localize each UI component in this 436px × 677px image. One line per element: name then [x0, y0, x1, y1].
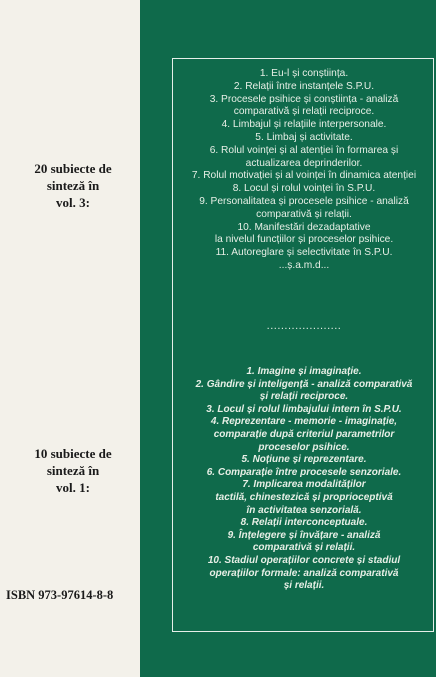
list-item: 1. Imagine și imaginație. — [246, 366, 362, 377]
list-item: 10. Stadiul operațiilor concrete și stadiul — [207, 554, 401, 566]
list-item: 1. Eu-l și conștiința. — [259, 68, 349, 79]
list-item: tactilă, chinestezică și proprioceptivă — [215, 491, 393, 503]
list-item: 6. Comparație între procesele senzoriale. — [206, 466, 402, 478]
list-item: 5. Limbaj și activitate. — [255, 131, 353, 143]
vol3-topics-list — [173, 68, 435, 273]
list-item: 7. Rolul motivației și al voinței în dinamica atenției — [191, 170, 417, 182]
list-item: 3. Procesele psihice și conștiința - analiză — [209, 93, 399, 105]
list-item: 6. Rolul voinței și al atenției în formarea și — [209, 144, 399, 156]
list-item: 4. Reprezentare - memorie - imaginație, — [210, 416, 398, 428]
list-item: comparativă și relații. — [256, 208, 352, 220]
vol1-topics-list — [173, 366, 435, 593]
vol1-label — [12, 445, 134, 496]
list-item: comparativă și relații reciproce. — [233, 106, 375, 118]
list-item: 7. Implicarea modalităților — [242, 479, 366, 491]
list-item: 4. Limbajul și relațiile interpersonale. — [221, 119, 387, 131]
list-item: în activitatea senzorială. — [246, 504, 362, 516]
list-item: ...ș.a.m.d... — [278, 259, 330, 271]
list-item: și relații. — [283, 580, 325, 592]
list-item: 3. Locul și rolul limbajului intern în S.P.U. — [206, 403, 402, 415]
vol1-label-line: sinteză în — [46, 463, 100, 478]
list-item: 9. Personalitatea și procesele psihice - analiză — [199, 195, 409, 207]
list-item: la nivelul funcțiilor și proceselor psihice. — [214, 234, 394, 246]
list-item: 11. Autoreglare și selectivitate în S.P.U. — [215, 247, 393, 259]
vol1-label-line: vol. 1: — [56, 480, 90, 495]
list-item: 8. Relații interconceptuale. — [240, 517, 368, 529]
left-panel — [0, 0, 140, 677]
list-item: operațiilor formale: analiză comparativă — [209, 567, 399, 579]
list-item: 2. Relații între instanțele S.P.U. — [233, 80, 375, 92]
list-item: 2. Gândire și inteligență - analiză comparativă — [195, 378, 413, 390]
list-item: 8. Locul și rolul voinței în S.P.U. — [232, 183, 376, 195]
list-item: actualizarea deprinderilor. — [245, 157, 363, 169]
vol3-label-line: sinteză în — [46, 178, 100, 193]
list-item: proceselor psihice. — [258, 441, 350, 453]
list-item: 10. Manifestări dezadaptative — [237, 221, 371, 233]
list-item: 9. Înțelegere și învățare - analiză — [227, 529, 381, 541]
list-item: 5. Noțiune și reprezentare. — [241, 454, 367, 466]
separator-dots: ..................... — [266, 320, 342, 332]
vol3-label-line: vol. 3: — [56, 195, 90, 210]
vol3-label-line: 20 subiecte de — [34, 161, 112, 176]
list-item: comparativă și relații. — [252, 542, 356, 554]
vol1-label-line: 10 subiecte de — [34, 446, 112, 461]
vol3-label — [12, 160, 134, 211]
isbn: ISBN 973-97614-8-8 — [6, 588, 114, 602]
list-item: comparație după criteriul parametrilor — [213, 428, 395, 440]
list-item: și relații reciproce. — [259, 391, 349, 403]
